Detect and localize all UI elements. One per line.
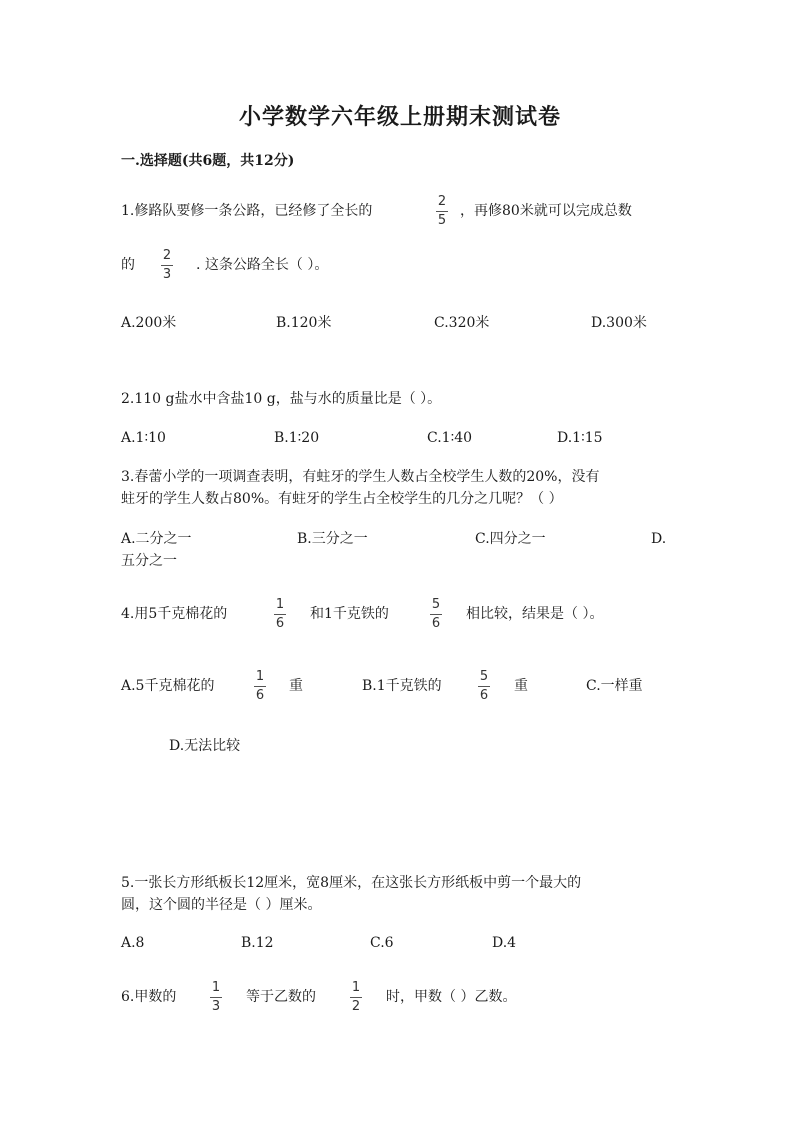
fraction-denominator: 3 (211, 999, 221, 1014)
q5-option-d[interactable]: D.4 (492, 935, 517, 951)
q3-text-line2: 蛀牙的学生人数占80%。有蛀牙的学生占全校学生的几分之几呢？（ ） (121, 491, 563, 507)
fraction-denominator: 6 (255, 688, 265, 703)
q4-option-b-fraction (476, 670, 492, 703)
q4-fraction-5-6 (428, 598, 444, 631)
fraction-bar (430, 614, 442, 615)
q4-text-part3: 相比较，结果是（ ）。 (466, 606, 604, 622)
q4-option-b-suffix: 重 (514, 678, 528, 694)
fraction-bar (350, 997, 362, 998)
q6-text-part2: 等于乙数的 (246, 989, 316, 1005)
q1-option-d[interactable]: D.300米 (591, 315, 647, 331)
fraction-bar (274, 614, 286, 615)
q4-option-a-suffix: 重 (289, 678, 303, 694)
q1-text-line2-pre: 的 (121, 257, 135, 273)
q5-option-b[interactable]: B.12 (241, 935, 274, 951)
q2-option-b[interactable]: B.1∶20 (274, 430, 320, 446)
fraction-bar (210, 997, 222, 998)
q1-option-c[interactable]: C.320米 (434, 315, 490, 331)
fraction-bar (161, 265, 173, 266)
q4-fraction-1-6 (272, 598, 288, 631)
q6-text-part1: 6.甲数的 (121, 989, 177, 1005)
q4-text-part1: 4.用5千克棉花的 (121, 606, 228, 622)
q2-option-c[interactable]: C.1∶40 (427, 430, 473, 446)
fraction-denominator: 6 (431, 616, 441, 631)
q5-text-line2: 圆，这个圆的半径是（ ）厘米。 (121, 897, 322, 913)
fraction-denominator: 6 (479, 688, 489, 703)
q1-option-a[interactable]: A.200米 (121, 315, 177, 331)
q1-option-b[interactable]: B.120米 (276, 315, 332, 331)
q4-option-a-fraction (252, 670, 268, 703)
q5-option-a[interactable]: A.8 (121, 935, 145, 951)
q1-fraction-2-5 (434, 195, 450, 228)
q2-option-a[interactable]: A.1∶10 (121, 430, 166, 446)
page-title: 小学数学六年级上册期末测试卷 (238, 104, 561, 130)
fraction-bar (478, 686, 490, 687)
q3-text-line1: 3.春蕾小学的一项调查表明，有蛀牙的学生人数占全校学生人数的20%，没有 (121, 469, 600, 485)
fraction-denominator: 6 (275, 616, 285, 631)
fraction-denominator: 5 (437, 213, 447, 228)
fraction-numerator: 1 (351, 980, 361, 995)
q4-text-part2: 和1千克铁的 (310, 606, 389, 622)
fraction-numerator: 1 (255, 669, 265, 684)
fraction-numerator: 5 (479, 669, 489, 684)
q3-option-d[interactable]: D. (651, 531, 667, 547)
q2-text: 2.110 g盐水中含盐10 g，盐与水的质量比是（ ）。 (121, 391, 442, 407)
fraction-bar (254, 686, 266, 687)
q3-option-d-text: 五分之一 (121, 553, 177, 569)
q4-option-a-text: A.5千克棉花的 (121, 678, 215, 694)
q1-text-line2-post: . 这条公路全长（ ）。 (196, 257, 329, 273)
q3-option-c[interactable]: C.四分之一 (475, 531, 546, 547)
fraction-denominator: 3 (162, 267, 172, 282)
fraction-numerator: 1 (211, 980, 221, 995)
q5-text-line1: 5.一张长方形纸板长12厘米，宽8厘米，在这张长方形纸板中剪一个最大的 (121, 875, 582, 891)
q3-option-a[interactable]: A.二分之一 (121, 531, 192, 547)
q6-fraction-1-2 (348, 981, 364, 1014)
q1-text-pre: 1.修路队要修一条公路，已经修了全长的 (121, 203, 373, 219)
q3-option-b[interactable]: B.三分之一 (297, 531, 368, 547)
q4-option-d[interactable]: D.无法比较 (169, 738, 241, 754)
fraction-numerator: 5 (431, 597, 441, 612)
fraction-denominator: 2 (351, 999, 361, 1014)
fraction-numerator: 2 (162, 248, 172, 263)
q6-text-part3: 时，甲数（ ）乙数。 (386, 989, 517, 1005)
q4-option-c[interactable]: C.一样重 (586, 678, 643, 694)
fraction-bar (436, 211, 448, 212)
q2-option-d[interactable]: D.1∶15 (557, 430, 603, 446)
fraction-numerator: 2 (437, 194, 447, 209)
q6-fraction-1-3 (208, 981, 224, 1014)
section-heading: 一.选择题(共6题，共12分) (121, 153, 295, 169)
q4-option-b-text: B.1千克铁的 (362, 678, 442, 694)
q1-fraction-2-3 (159, 249, 175, 282)
q5-option-c[interactable]: C.6 (370, 935, 394, 951)
q1-text-post: ，再修80米就可以完成总数 (460, 203, 632, 219)
fraction-numerator: 1 (275, 597, 285, 612)
